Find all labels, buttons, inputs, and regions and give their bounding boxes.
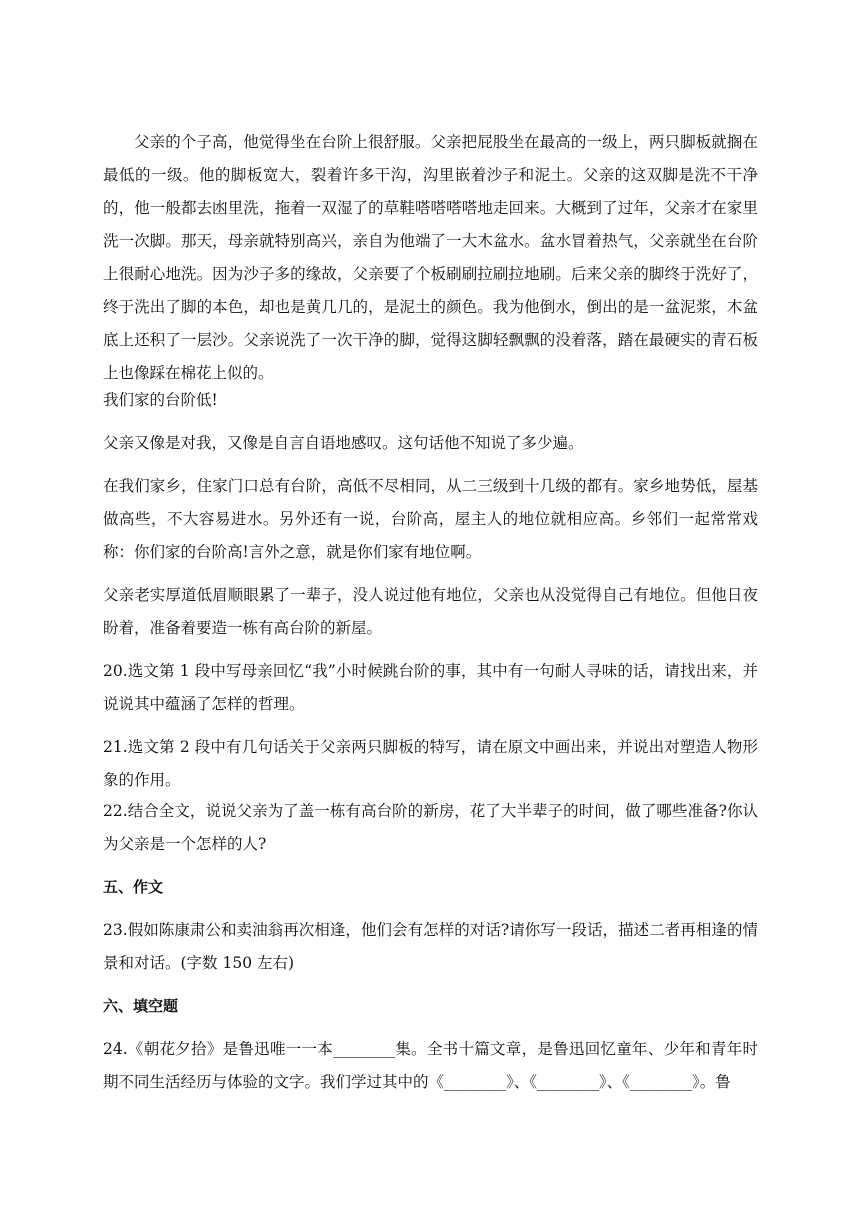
passage-paragraph-3: 父亲又像是对我，又像是自言自语地感叹。这句话他不知说了多少遍。	[103, 434, 584, 452]
question-21: 21.选文第 2 段中有几句话关于父亲两只脚板的特写，请在原文中画出来，并说出对塑造人物形象的作用。	[103, 738, 758, 789]
section-5-title: 五、作文	[103, 878, 164, 896]
passage-paragraph-2: 我们家的台阶低!	[103, 391, 218, 409]
passage-paragraph-5: 父亲老实厚道低眉顺眼累了一辈子，没人说过他有地位，父亲也从没觉得自己有地位。但他日夜盼着，准备着要造一栋有高台阶的新屋。	[103, 586, 758, 637]
passage-paragraph-4: 在我们家乡，住家门口总有台阶，高低不尽相同，从二三级到十几级的都有。家乡地势低，屋基做高些，不大容易进水。另外还有一说，台阶高，屋主人的地位就相应高。乡邻们一起常常戏称：你们家的台阶高!言外之意，就是你们家有地位啊。	[103, 477, 758, 561]
question-22: 22.结合全文，说说父亲为了盖一栋有高台阶的新房，花了大半辈子的时间，做了哪些准备?你认为父亲是一个怎样的人?	[103, 802, 758, 853]
section-6-title: 六、填空题	[103, 997, 179, 1015]
question-23: 23.假如陈康肃公和卖油翁再次相逢，他们会有怎样的对话?请你写一段话，描述二者再相逢的情景和对话。(字数 150 左右)	[103, 921, 758, 972]
question-20: 20.选文第 1 段中写母亲回忆“我”小时候跳台阶的事，其中有一句耐人寻味的话，请找出来，并说说其中蕴涵了怎样的哲理。	[103, 662, 758, 713]
question-24: 24.《朝花夕拾》是鲁迅唯一一本________集。全书十篇文章，是鲁迅回忆童年、少年和青年时期不同生活经历与体验的文字。我们学过其中的《________》、《________》、《________》。鲁	[103, 1040, 758, 1091]
passage-paragraph-1: 父亲的个子高，他觉得坐在台阶上很舒服。父亲把屁股坐在最高的一级上，两只脚板就搁在最低的一级。他的脚板宽大，裂着许多干沟，沟里嵌着沙子和泥土。父亲的这双脚是洗不干净的，他一般都去凼里洗，拖着一双湿了的草鞋嗒嗒嗒嗒地走回来。大概到了过年，父亲才在家里洗一次脚。那天，母亲就特别高兴，亲自为他端了一大木盆水。盆水冒着热气，父亲就坐在台阶上很耐心地洗。因为沙子多的缘故，父亲要了个板刷刷拉刷拉地刷。后来父亲的脚终于洗好了，终于洗出了脚的本色，却也是黄几几的，是泥土的颜色。我为他倒水，倒出的是一盆泥浆，木盆底上还积了一层沙。父亲说洗了一次干净的脚，觉得这脚轻飘飘的没着落，踏在最硬实的青石板上也像踩在棉花上似的。	[103, 133, 758, 382]
